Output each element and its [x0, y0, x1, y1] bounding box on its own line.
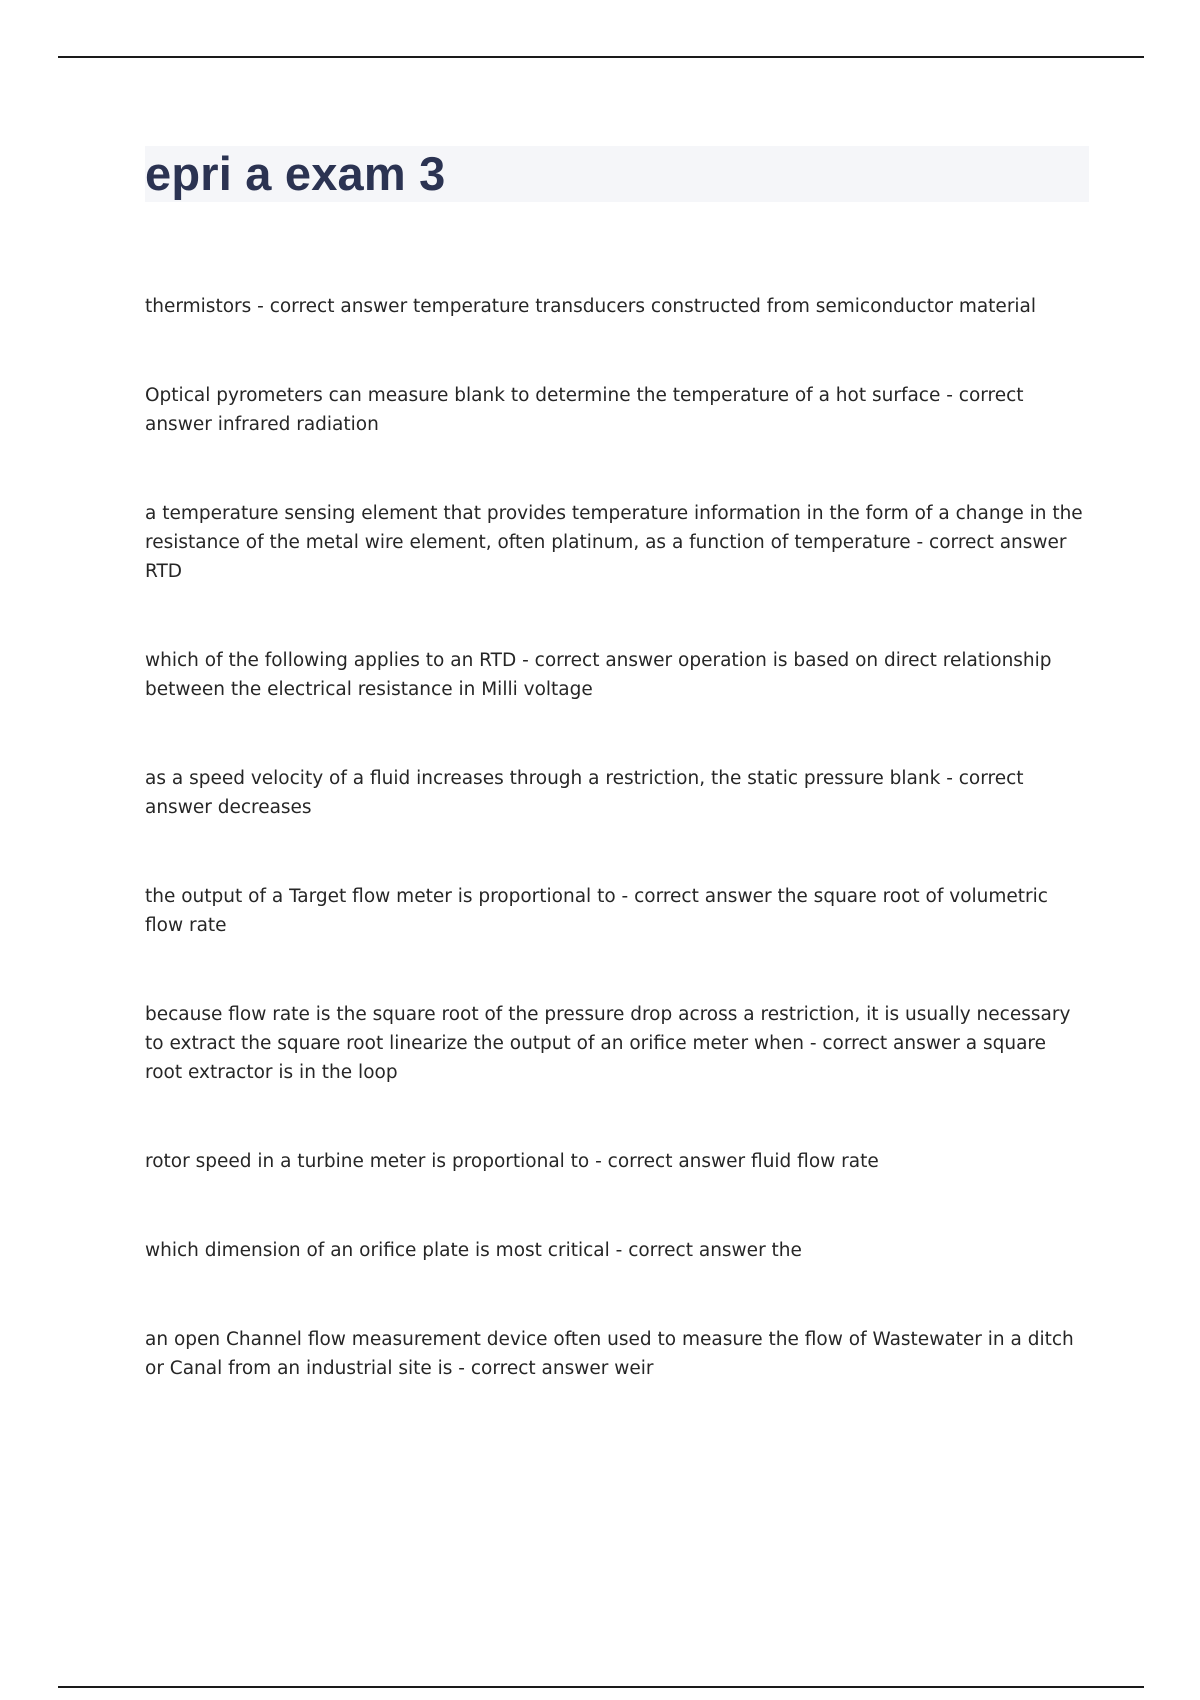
qa-text: a temperature sensing element that provides temperature information in the form of a change in the resistance of the metal wire element, often platinum, as a function of temperature - correct answer RTD: [145, 503, 1083, 582]
qa-item-7: [145, 1000, 1085, 1087]
qa-text: rotor speed in a turbine meter is proportional to - correct answer fluid flow rate: [145, 1151, 879, 1172]
qa-list: [145, 292, 1085, 1383]
qa-item-3: [145, 499, 1085, 586]
qa-text: because flow rate is the square root of the pressure drop across a restriction, it is usually necessary to extract the square root linearize the output of an orifice meter when - correct answer a square root extractor is in the loop: [145, 1004, 1071, 1083]
qa-text: the output of a Target flow meter is proportional to - correct answer the square root of volumetric flow rate: [145, 886, 1048, 936]
qa-item-6: [145, 882, 1085, 940]
page-title: epri a exam 3: [145, 147, 446, 200]
qa-item-2: [145, 381, 1085, 439]
qa-item-8: [145, 1147, 1085, 1176]
qa-text: which dimension of an orifice plate is most critical - correct answer the: [145, 1240, 802, 1261]
qa-item-10: [145, 1325, 1085, 1383]
qa-text: which of the following applies to an RTD - correct answer operation is based on direct relationship between the electrical resistance in Milli voltage: [145, 650, 1052, 700]
qa-item-4: [145, 646, 1085, 704]
qa-item-1: [145, 292, 1085, 321]
qa-text: thermistors - correct answer temperature transducers constructed from semiconductor material: [145, 296, 1037, 317]
bottom-rule: [58, 1686, 1144, 1688]
qa-text: as a speed velocity of a fluid increases through a restriction, the static pressure blank - correct answer decreases: [145, 768, 1024, 818]
qa-text: Optical pyrometers can measure blank to determine the temperature of a hot surface - correct answer infrared radiation: [145, 385, 1024, 435]
qa-text: an open Channel flow measurement device often used to measure the flow of Wastewater in a ditch or Canal from an industrial site is - correct answer weir: [145, 1329, 1074, 1379]
top-rule: [58, 56, 1144, 58]
qa-item-9: [145, 1236, 1085, 1265]
qa-item-5: [145, 764, 1085, 822]
